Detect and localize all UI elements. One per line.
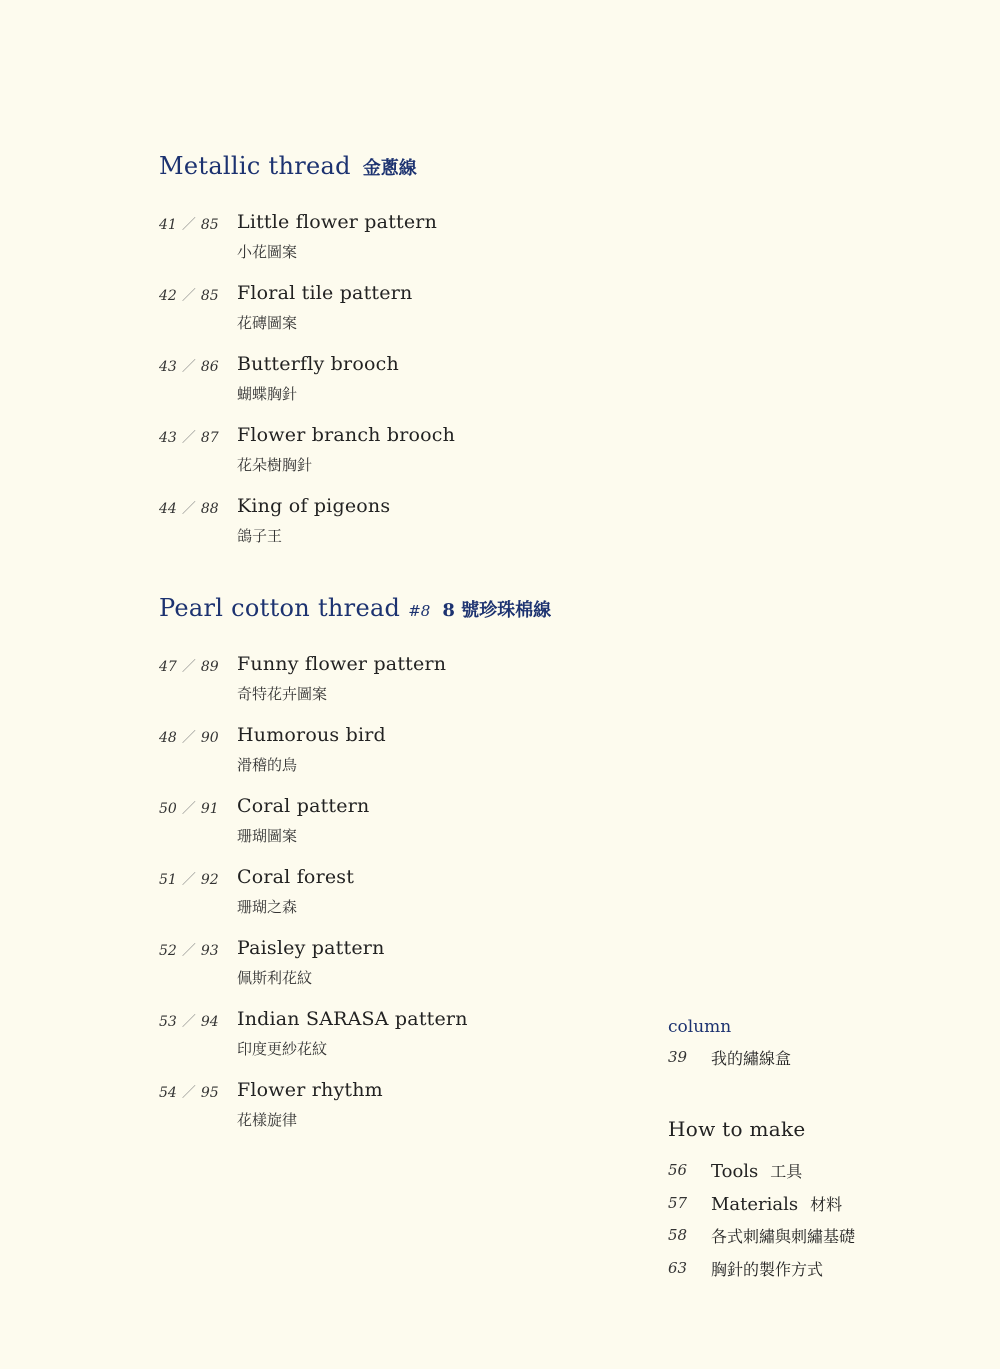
- entry-title-zh: 滑稽的鳥: [237, 756, 298, 774]
- entry-title-en: Butterfly brooch: [237, 353, 399, 375]
- column-label: 我的繡線盒: [711, 1049, 792, 1068]
- howto-label: [711, 1224, 855, 1247]
- section-title-zh: 8 號珍珠棉線: [442, 600, 552, 621]
- column-page-number: 39: [668, 1048, 688, 1066]
- page-numbers: [159, 356, 231, 376]
- entry-title-en: Coral forest: [237, 866, 355, 888]
- page-separator: ／: [181, 359, 196, 375]
- toc-entry: [159, 353, 619, 405]
- entry-title-en: Paisley pattern: [237, 937, 385, 959]
- photo-page: 52: [159, 943, 177, 959]
- howto-page-number: 56: [668, 1161, 688, 1179]
- section-title-pearl: [159, 594, 551, 622]
- page-numbers: [159, 798, 231, 818]
- toc-entry: [159, 495, 619, 547]
- toc-entry: [159, 211, 619, 263]
- toc-entry: [159, 724, 619, 776]
- entry-title-en: Humorous bird: [237, 724, 386, 746]
- page-separator: ／: [181, 288, 196, 304]
- photo-page: 47: [159, 659, 177, 675]
- page-numbers: [159, 427, 231, 447]
- howto-label: [711, 1159, 802, 1182]
- page-numbers: [159, 498, 231, 518]
- section-title-zh: 金蔥線: [362, 158, 417, 179]
- entry-title-zh: 花磚圖案: [237, 314, 298, 332]
- toc-entry: [159, 937, 619, 989]
- page-separator: ／: [181, 430, 196, 446]
- howto-page: 89: [200, 659, 219, 675]
- page-separator: ／: [181, 217, 196, 233]
- page-separator: ／: [181, 872, 196, 888]
- howto-page-number: 63: [668, 1258, 688, 1277]
- page-separator: ／: [181, 501, 196, 517]
- toc-entry: [159, 653, 619, 705]
- howto-page: 94: [200, 1014, 219, 1030]
- entry-title-zh: 小花圖案: [237, 243, 298, 261]
- howto-label-zh: 工具: [770, 1162, 803, 1181]
- toc-entry: [159, 282, 619, 334]
- howto-label-zh: 材料: [810, 1194, 843, 1214]
- toc-entry: [159, 424, 619, 476]
- toc-entry: [159, 1008, 619, 1060]
- howto-label: [711, 1192, 842, 1215]
- howto-page: 85: [200, 217, 219, 233]
- howto-label-zh: 各式刺繡與刺繡基礎: [711, 1227, 856, 1246]
- section-title-en: Pearl cotton thread: [159, 594, 401, 622]
- page-numbers: [159, 214, 231, 234]
- entry-title-en: Little flower pattern: [237, 211, 438, 233]
- photo-page: 53: [159, 1014, 177, 1030]
- entry-title-zh: 花樣旋律: [237, 1111, 298, 1129]
- howto-page: 87: [200, 430, 219, 446]
- photo-page: 48: [159, 730, 177, 746]
- entry-title-zh: 鴿子王: [237, 527, 283, 545]
- howto-page: 93: [200, 943, 219, 959]
- howto-page: 85: [200, 288, 219, 304]
- entry-title-en: King of pigeons: [237, 495, 391, 517]
- howto-page: 90: [200, 730, 219, 746]
- howto-page: 92: [200, 872, 219, 888]
- entry-title-zh: 蝴蝶胸針: [237, 385, 298, 403]
- page-separator: ／: [181, 943, 196, 959]
- entry-title-zh: 印度更紗花紋: [237, 1040, 328, 1058]
- column-title: column: [668, 1017, 732, 1037]
- page-separator: ／: [181, 1014, 196, 1030]
- page-numbers: [159, 285, 231, 305]
- toc-entry: [159, 1079, 619, 1131]
- entry-title-en: Floral tile pattern: [237, 282, 413, 304]
- entry-title-en: Funny flower pattern: [237, 653, 447, 675]
- entry-title-en: Flower branch brooch: [237, 424, 456, 446]
- howto-title: How to make: [668, 1117, 806, 1141]
- page-separator: ／: [181, 1085, 196, 1101]
- photo-page: 43: [159, 430, 177, 446]
- entry-title-zh: 珊瑚之森: [237, 898, 298, 916]
- toc-entry: [159, 866, 619, 918]
- photo-page: 51: [159, 872, 177, 888]
- photo-page: 54: [159, 1085, 177, 1101]
- entry-title-zh: 珊瑚圖案: [237, 827, 298, 845]
- section-title-metallic: [159, 152, 417, 180]
- entry-title-zh: 佩斯利花紋: [237, 969, 313, 987]
- howto-page-number: 58: [668, 1226, 688, 1244]
- entry-title-zh: 奇特花卉圖案: [237, 685, 328, 703]
- entry-title-en: Flower rhythm: [237, 1079, 383, 1101]
- page-separator: ／: [181, 801, 196, 817]
- toc-entry: [159, 795, 619, 847]
- page-separator: ／: [181, 730, 196, 746]
- section-title-en: Metallic thread: [159, 152, 351, 180]
- page-numbers: [159, 869, 231, 889]
- entry-title-en: Indian SARASA pattern: [237, 1008, 468, 1030]
- howto-page: 88: [200, 501, 219, 517]
- page-numbers: [159, 656, 231, 676]
- howto-label: [711, 1257, 823, 1280]
- howto-label-zh: 胸針的製作方式: [711, 1259, 824, 1279]
- entry-title-en: Coral pattern: [237, 795, 370, 817]
- howto-page: 95: [200, 1085, 219, 1101]
- photo-page: 42: [159, 288, 177, 304]
- howto-page-number: 57: [668, 1193, 688, 1212]
- page-numbers: [159, 940, 231, 960]
- photo-page: 50: [159, 801, 177, 817]
- howto-page: 86: [200, 359, 219, 375]
- page-numbers: [159, 1082, 231, 1102]
- howto-label-en: Tools: [711, 1161, 759, 1182]
- section-title-sup: #8: [408, 602, 431, 620]
- entry-title-zh: 花朵樹胸針: [237, 456, 313, 474]
- photo-page: 41: [159, 217, 177, 233]
- page-numbers: [159, 1011, 231, 1031]
- photo-page: 43: [159, 359, 177, 375]
- photo-page: 44: [159, 501, 177, 517]
- howto-label-en: Materials: [711, 1193, 799, 1215]
- howto-page: 91: [200, 801, 219, 817]
- page-numbers: [159, 727, 231, 747]
- page-separator: ／: [181, 659, 196, 675]
